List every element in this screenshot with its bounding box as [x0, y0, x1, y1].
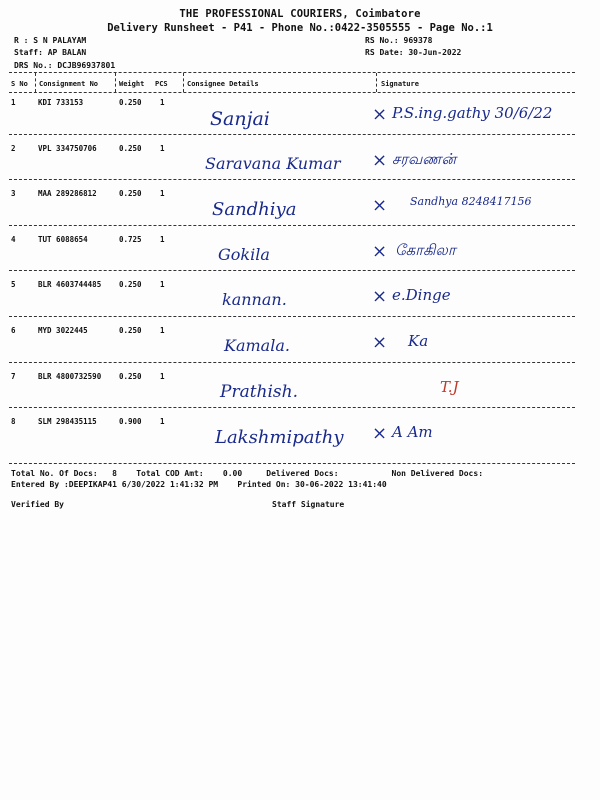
- tick-mark-icon: ×: [372, 195, 388, 217]
- row-weight: 0.250: [119, 98, 142, 107]
- col-header-sno: S No: [11, 80, 28, 88]
- row-separator: [9, 179, 575, 180]
- row-pcs: 1: [160, 417, 165, 427]
- row-sno: 8: [11, 417, 16, 427]
- handwritten-consignee-name: Saravana Kumar: [205, 153, 341, 173]
- row-pcs: 1: [160, 280, 165, 290]
- handwritten-consignee-name: Kamala.: [224, 336, 290, 355]
- row-weight: 0.250: [119, 143, 142, 153]
- row-consignment-no: BLR 4800732590: [38, 371, 102, 381]
- handwritten-consignee-name: kannan.: [222, 290, 287, 310]
- table-bottom-rule: [9, 463, 575, 464]
- tick-mark-icon: ×: [372, 240, 388, 262]
- row-weight: 0.250: [119, 326, 142, 335]
- rs-date: RS Date: 30-Jun-2022: [365, 48, 462, 57]
- row-consignment-no: MAA 289286812: [38, 189, 97, 199]
- row-separator: [9, 134, 575, 135]
- row-pcs: 1: [160, 189, 165, 199]
- col-header-signature: Signature: [381, 80, 419, 88]
- row-sno: 4: [11, 234, 16, 244]
- company-title: THE PROFESSIONAL COURIERS, Coimbatore: [179, 8, 421, 20]
- handwritten-consignee-name: Sandhiya: [212, 199, 297, 221]
- handwritten-signature: சரவணன்: [392, 149, 457, 168]
- handwritten-signature: e.Dinge: [392, 286, 451, 305]
- tick-mark-icon: ×: [372, 104, 388, 125]
- row-weight: 0.250: [119, 280, 142, 290]
- col-divider: [376, 73, 377, 92]
- rs-number: RS No.: 969378: [365, 36, 433, 45]
- row-separator: [9, 270, 575, 271]
- col-divider: [35, 73, 36, 92]
- staff-label: Staff: AP BALAN: [14, 48, 87, 57]
- verified-by-label: Verified By: [11, 500, 64, 509]
- col-divider: [183, 73, 184, 92]
- staff-signature-label: Staff Signature: [272, 500, 345, 509]
- tick-mark-icon: ×: [372, 286, 388, 308]
- row-consignment-no: SLM 298435115: [38, 417, 97, 427]
- handwritten-signature: P.S.ing.gathy 30/6/22: [392, 104, 553, 122]
- col-header-weight: Weight: [119, 80, 145, 88]
- handwritten-signature: Sandhya 8248417156: [410, 195, 532, 209]
- row-pcs: 1: [160, 234, 165, 244]
- table-header-rule: [9, 92, 575, 93]
- row-weight: 0.250: [119, 189, 142, 199]
- handwritten-signature: Ka: [408, 332, 429, 350]
- row-consignment-no: TUT 6088654: [38, 234, 88, 244]
- row-consignment-no: BLR 4603744485: [38, 280, 102, 290]
- row-separator: [9, 316, 575, 317]
- handwritten-consignee-name: Gokila: [218, 244, 270, 264]
- row-weight: 0.725: [119, 234, 142, 244]
- row-sno: 5: [11, 280, 16, 290]
- handwritten-consignee-name: Prathish.: [220, 381, 298, 402]
- col-header-consignment: Consignment No: [39, 80, 99, 88]
- handwritten-signature: T.J: [440, 377, 459, 396]
- row-sno: 7: [11, 371, 16, 381]
- handwritten-consignee-name: Sanjai: [210, 108, 270, 130]
- tick-mark-icon: ×: [372, 149, 388, 171]
- row-separator: [9, 225, 575, 226]
- totals-line: Total No. Of Docs: 8 Total COD Amt: 0.00 Delivered Docs: Non Delivered Docs:: [11, 469, 484, 478]
- col-divider: [115, 73, 116, 92]
- runsheet-subtitle: Delivery Runsheet - P41 - Phone No.:0422-3505555 - Page No.:1: [107, 22, 493, 34]
- tick-mark-icon: ×: [372, 332, 388, 353]
- row-consignment-no: MYD 3022445: [38, 326, 88, 335]
- row-weight: 0.250: [119, 371, 142, 381]
- row-sno: 1: [11, 98, 16, 107]
- row-separator: [9, 407, 575, 408]
- row-consignment-no: KDI 733153: [38, 98, 84, 107]
- handwritten-consignee-name: Lakshmipathy: [215, 427, 344, 449]
- row-pcs: 1: [160, 326, 165, 335]
- row-pcs: 1: [160, 143, 165, 153]
- row-sno: 2: [11, 143, 16, 153]
- entered-by-line: Entered By :DEEPIKAP41 6/30/2022 1:41:32 PM Printed On: 30-06-2022 13:41:40: [11, 480, 387, 489]
- drs-number: DRS No.: DCJB96937801: [14, 61, 116, 70]
- row-sno: 3: [11, 189, 16, 199]
- row-separator: [9, 362, 575, 363]
- tick-mark-icon: ×: [372, 423, 388, 445]
- route-label: R : S N PALAYAM: [14, 36, 87, 45]
- row-pcs: 1: [160, 371, 165, 381]
- handwritten-signature: A Am: [392, 423, 433, 442]
- handwritten-signature: கோகிலா: [395, 240, 456, 259]
- col-header-consignee: Consignee Details: [187, 80, 259, 88]
- row-sno: 6: [11, 326, 16, 335]
- row-consignment-no: VPL 334750706: [38, 143, 97, 153]
- col-header-pcs: PCS: [155, 80, 168, 88]
- row-pcs: 1: [160, 98, 165, 107]
- table-top-rule: [9, 72, 575, 73]
- row-weight: 0.900: [119, 417, 142, 427]
